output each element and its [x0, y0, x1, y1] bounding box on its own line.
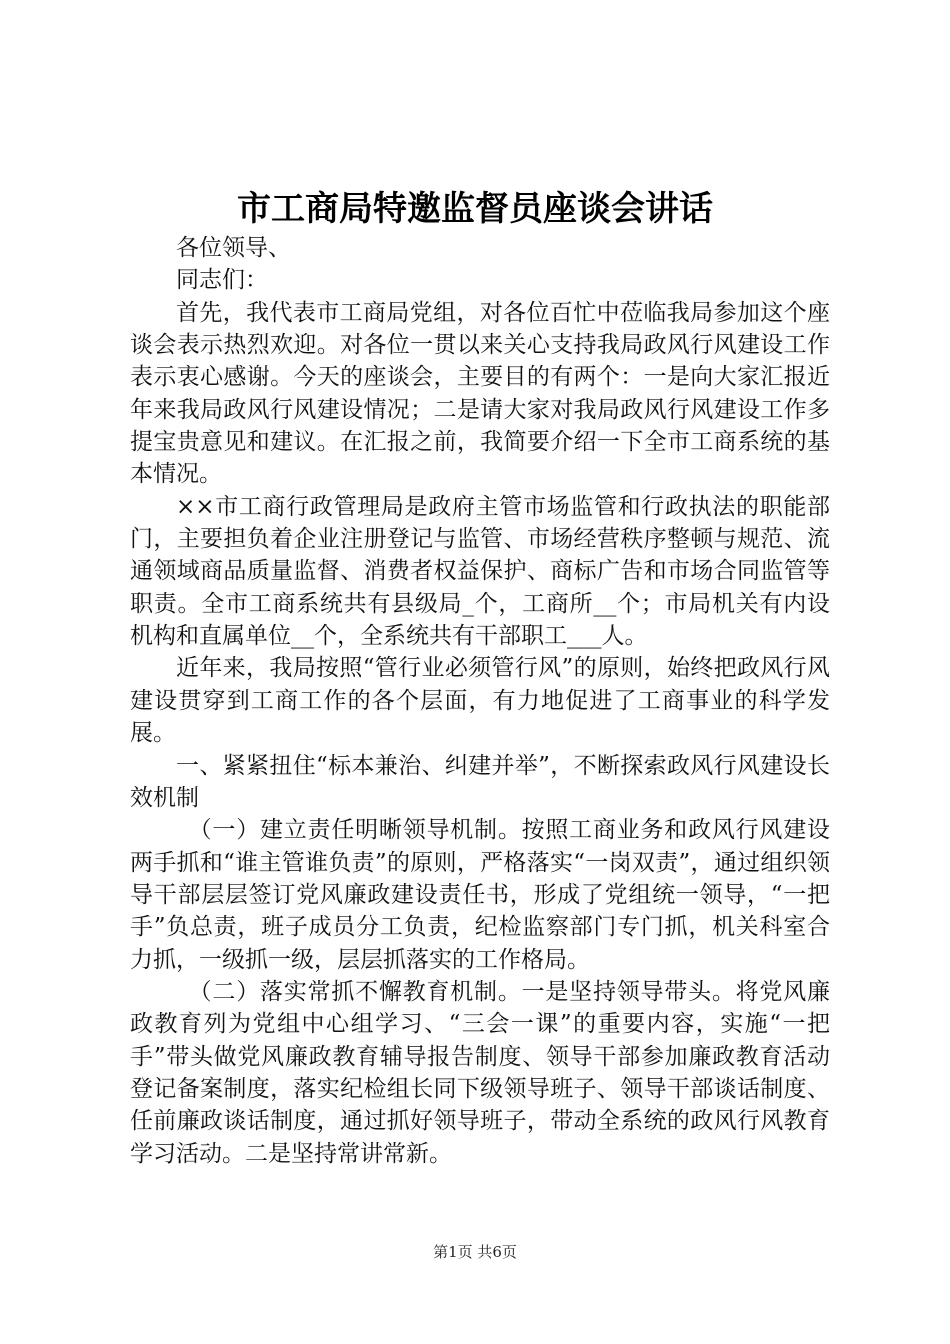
page-number: 第1页 共6页 [433, 1243, 517, 1261]
greeting-line: 同志们： [176, 267, 268, 294]
document-body [130, 232, 830, 1170]
paragraph-recent-years: 近年来，我局按照“管行业必须管行风”的原则，始终把政风行风建设贯穿到工商工作的各个层面，有力地促进了工商事业的科学发展。 [130, 655, 830, 747]
document-title: 市工商局特邀监督员座谈会讲话 [237, 189, 713, 229]
section-heading-1: 一、紧紧扭住“标本兼治、纠建并举”，不断探索政风行风建设长效机制 [130, 752, 830, 811]
paragraph-opening: 首先，我代表市工商局党组，对各位百忙中莅临我局参加这个座谈会表示热烈欢迎。对各位一贯以来关心支持我局政风行风建设工作表示衷心感谢。今天的座谈会，主要目的有两个：一是向大家汇报近年来我局政风行风建设情况；二是请大家对我局政风行风建设工作多提宝贵意见和建议。在汇报之前，我简要介绍一下全市工商系统的基本情况。 [130, 299, 830, 488]
paragraph-overview: ××市工商行政管理局是政府主管市场监管和行政执法的职能部门，主要担负着企业注册登记与监管、市场经营秩序整顿与规范、流通领域商品质量监督、消费者权益保护、商标广告和市场合同监管等职责。全市工商系统共有县级局_个，工商所__个；市局机关有内设机构和直属单位__个，全系统共有干部职工___人。 [130, 493, 830, 650]
greeting-line: 各位领导、 [176, 235, 291, 261]
subsection-1: （一）建立责任明晰领导机制。按照工商业务和政风行风建设两手抓和“谁主管谁负责”的原则，严格落实“一岗双责”，通过组织领导干部层层签订党风廉政建设责任书，形成了党组统一领导，“一把手”负总责，班子成员分工负责，纪检监察部门专门抓，机关科室合力抓，一级抓一级，层层抓落实的工作格局。 [130, 817, 830, 973]
subsection-2: （二）落实常抓不懈教育机制。一是坚持领导带头。将党风廉政教育列为党组中心组学习、“三会一课”的重要内容，实施“一把手”带头做党风廉政教育辅导报告制度、领导干部参加廉政教育活动登记备案制度，落实纪检组长同下级领导班子、领导干部谈话制度、任前廉政谈话制度，通过抓好领导班子，带动全系统的政风行风教育学习活动。二是坚持常讲常新。 [130, 978, 830, 1167]
